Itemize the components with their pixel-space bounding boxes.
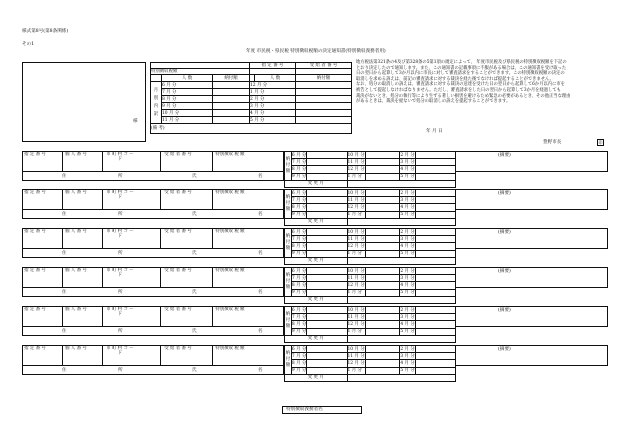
payment-table: 納 付 額 6 月 分 10 月 分 2 月 分 7 月 分 11 月 分 3 月 分 8 月 分 12 月 分 4 月 分 9 月 分 1 月 分 5 月 分 変 更 月 bbox=[284, 306, 456, 343]
record-block bbox=[22, 345, 608, 383]
henko-label: 変 更 月 bbox=[285, 374, 348, 381]
addressee-sama: 様 bbox=[133, 119, 138, 124]
jigyosho-no-label: 指 定 番 号 bbox=[250, 63, 296, 69]
henko-label: 変 更 月 bbox=[285, 335, 348, 342]
memo-box bbox=[456, 189, 608, 210]
shichoson-code-label: 市 町 村 コ ー ド bbox=[106, 190, 134, 200]
nofu-label: 納 付 額 bbox=[285, 268, 292, 297]
jusho-label: 住 bbox=[62, 329, 67, 334]
henko-label: 変 更 月 bbox=[285, 180, 348, 187]
bikou-label: (摘要) bbox=[498, 308, 511, 313]
nofu-label: 納 付 額 bbox=[285, 307, 292, 336]
notice-text: 地方税法第321条の4及び第328条の5第1項の規定によって、 年度市民税及び県民税の特別徴収税額を下記の とおり決定したので通知します。また、この通知書の記載事項に不服がある場合は、この通知書を受け取った 日の翌日から起算して3か月以内に市長に対して審査請求をすることができます。この特別徴収税額の決定の 取消しを求める訴えは、前記の審査請求に対する裁決を経た後でなければ提起することができません。 なお、処分の取消しの訴えは、審査請求に対する裁決の送達を受けた日の翌日から起算して6か月以内に市を 被告として提起しなければなりません。ただし、審査請求をした日の翌日から起算して3か月を経過しても 裁決がないとき、処分の執行等により生ずる著しい損害を避けるため緊急の必要があるとき、その他正当な理由 があるときは、裁決を経ないで処分の取消しの訴えを提起することができます。 bbox=[356, 60, 571, 105]
record-block bbox=[22, 151, 608, 189]
shitei-bango-label: 指 定 番 号 bbox=[24, 229, 46, 234]
bikou-label: (摘要) bbox=[498, 230, 511, 235]
jukyusha-bango-label: 受 給 者 番 号 bbox=[164, 307, 192, 312]
kojin-bango-label: 個 人 番 号 bbox=[65, 190, 87, 195]
col-tax-right: 納付額 bbox=[296, 75, 352, 82]
jusho-label: 住 bbox=[62, 212, 67, 217]
payment-table: 納 付 額 6 月 分 10 月 分 2 月 分 7 月 分 11 月 分 3 月 分 8 月 分 12 月 分 4 月 分 9 月 分 1 月 分 5 月 分 変 更 月 bbox=[284, 151, 456, 188]
jukyusha-no-label: 受 給 者 番 号 bbox=[296, 63, 352, 69]
kojin-bango-label: 個 人 番 号 bbox=[65, 268, 87, 273]
summary-table bbox=[150, 62, 352, 134]
sho-label: 所 bbox=[118, 329, 123, 334]
month-row: 7 月 分 bbox=[162, 89, 213, 96]
jusho-label: 住 bbox=[62, 251, 67, 256]
tokucho-zeigaku-label: 特別徴収 税 額 bbox=[215, 346, 245, 351]
sho-label: 所 bbox=[118, 368, 123, 373]
addressee-box bbox=[22, 62, 146, 142]
month-row: 2 月 分 bbox=[250, 96, 296, 103]
shi-label: 氏 bbox=[192, 251, 197, 256]
bikou-label: (摘要) bbox=[498, 191, 511, 196]
nofu-label: 納 付 額 bbox=[285, 190, 292, 219]
record-block bbox=[22, 306, 608, 344]
memo-box bbox=[456, 267, 608, 288]
shitei-bango-label: 指 定 番 号 bbox=[24, 268, 46, 273]
col-tax-left: 納付額 bbox=[213, 75, 250, 82]
month-row: 1 月 分 bbox=[250, 89, 296, 96]
month-row: 11 月 分 bbox=[162, 117, 213, 124]
shi-label: 氏 bbox=[192, 329, 197, 334]
shi-label: 氏 bbox=[192, 174, 197, 179]
henko-label: 変 更 月 bbox=[285, 296, 348, 303]
mei-label: 名 bbox=[258, 329, 263, 334]
mei-label: 名 bbox=[258, 368, 263, 373]
jukyusha-bango-label: 受 給 者 番 号 bbox=[164, 346, 192, 351]
henko-label: 変 更 月 bbox=[285, 257, 348, 264]
sho-label: 所 bbox=[118, 290, 123, 295]
shi-label: 氏 bbox=[192, 212, 197, 217]
col-people-right: 人 数 bbox=[255, 75, 296, 82]
mayor-label: 豊野市長 bbox=[543, 140, 562, 145]
remarks-cell: (備 考) bbox=[151, 124, 352, 134]
sho-label: 所 bbox=[118, 251, 123, 256]
memo-box bbox=[456, 345, 608, 366]
tokucho-zeigaku-label: 特別徴収 税 額 bbox=[215, 190, 245, 195]
jusho-label: 住 bbox=[62, 174, 67, 179]
memo-box bbox=[456, 151, 608, 172]
nofu-label: 納 付 額 bbox=[285, 229, 292, 258]
jukyusha-bango-label: 受 給 者 番 号 bbox=[164, 268, 192, 273]
tokucho-zeigaku-label: 特別徴収 税 額 bbox=[215, 229, 245, 234]
monthly-side-label: 月 別 内 訳 bbox=[151, 82, 162, 124]
jukyusha-bango-label: 受 給 者 番 号 bbox=[164, 190, 192, 195]
record-block bbox=[22, 267, 608, 305]
kojin-bango-label: 個 人 番 号 bbox=[65, 307, 87, 312]
notice-title: 年度 市民税・県民税 特別徴収税額の決定通知書(特別徴収義務者用) bbox=[246, 49, 386, 54]
shitei-bango-label: 指 定 番 号 bbox=[24, 152, 46, 157]
month-row: 9 月 分 bbox=[162, 103, 213, 110]
month-row: 8 月 分 bbox=[162, 96, 213, 103]
jusho-label: 住 bbox=[62, 368, 67, 373]
payment-table: 納 付 額 6 月 分 10 月 分 2 月 分 7 月 分 11 月 分 3 月 分 8 月 分 12 月 分 4 月 分 9 月 分 1 月 分 5 月 分 変 更 月 bbox=[284, 228, 456, 265]
tokucho-zeigaku-label: 特別徴収 税 額 bbox=[215, 268, 245, 273]
mei-label: 名 bbox=[258, 251, 263, 256]
jukyusha-bango-label: 受 給 者 番 号 bbox=[164, 152, 192, 157]
shichoson-code-label: 市 町 村 コ ー ド bbox=[106, 229, 134, 239]
jukyusha-bango-label: 受 給 者 番 号 bbox=[164, 229, 192, 234]
col-people-left: 人 数 bbox=[162, 75, 213, 82]
shichoson-code-label: 市 町 村 コ ー ド bbox=[106, 268, 134, 278]
bikou-label: (摘要) bbox=[498, 153, 511, 158]
memo-box bbox=[456, 306, 608, 327]
month-row: 6 月 分 bbox=[162, 82, 213, 89]
sono-label: その1 bbox=[22, 42, 35, 47]
record-block bbox=[22, 189, 608, 227]
shitei-bango-label: 指 定 番 号 bbox=[24, 307, 46, 312]
memo-box bbox=[456, 228, 608, 249]
shi-label: 氏 bbox=[192, 368, 197, 373]
shi-label: 氏 bbox=[192, 290, 197, 295]
kojin-bango-label: 個 人 番 号 bbox=[65, 346, 87, 351]
shichoson-code-label: 市 町 村 コ ー ド bbox=[106, 152, 134, 162]
month-row: 5 月 分 bbox=[250, 117, 296, 124]
form-id: 様式第8号(第8条関係) bbox=[22, 29, 69, 34]
mei-label: 名 bbox=[258, 174, 263, 179]
month-row: 12 月 分 bbox=[250, 82, 296, 89]
payment-table: 納 付 額 6 月 分 10 月 分 2 月 分 7 月 分 11 月 分 3 月 分 8 月 分 12 月 分 4 月 分 9 月 分 1 月 分 5 月 分 変 更 月 bbox=[284, 189, 456, 226]
kojin-bango-label: 個 人 番 号 bbox=[65, 229, 87, 234]
footer-label: 特別徴収義務者名 bbox=[286, 407, 323, 412]
mei-label: 名 bbox=[258, 212, 263, 217]
kojin-bango-label: 個 人 番 号 bbox=[65, 152, 87, 157]
seal-stamp: 印 bbox=[598, 140, 603, 145]
summary-header: 特別徴収税額 bbox=[151, 69, 250, 75]
sho-label: 所 bbox=[118, 174, 123, 179]
henko-label: 変 更 月 bbox=[285, 218, 348, 225]
notice-date: 年 月 日 bbox=[426, 129, 443, 134]
month-row: 3 月 分 bbox=[250, 103, 296, 110]
nofu-label: 納 付 額 bbox=[285, 346, 292, 375]
month-row: 10 月 分 bbox=[162, 110, 213, 117]
bikou-label: (摘要) bbox=[498, 269, 511, 274]
sho-label: 所 bbox=[118, 212, 123, 217]
jusho-label: 住 bbox=[62, 290, 67, 295]
shitei-bango-label: 指 定 番 号 bbox=[24, 190, 46, 195]
payment-table: 納 付 額 6 月 分 10 月 分 2 月 分 7 月 分 11 月 分 3 月 分 8 月 分 12 月 分 4 月 分 9 月 分 1 月 分 5 月 分 変 更 月 bbox=[284, 267, 456, 304]
record-block bbox=[22, 228, 608, 266]
bikou-label: (摘要) bbox=[498, 347, 511, 352]
tokucho-zeigaku-label: 特別徴収 税 額 bbox=[215, 307, 245, 312]
mei-label: 名 bbox=[258, 290, 263, 295]
payment-table: 納 付 額 6 月 分 10 月 分 2 月 分 7 月 分 11 月 分 3 月 分 8 月 分 12 月 分 4 月 分 9 月 分 1 月 分 5 月 分 変 更 月 bbox=[284, 345, 456, 382]
nofu-label: 納 付 額 bbox=[285, 152, 292, 181]
tokucho-zeigaku-label: 特別徴収 税 額 bbox=[215, 152, 245, 157]
month-row: 4 月 分 bbox=[250, 110, 296, 117]
shichoson-code-label: 市 町 村 コ ー ド bbox=[106, 307, 134, 317]
shitei-bango-label: 指 定 番 号 bbox=[24, 346, 46, 351]
shichoson-code-label: 市 町 村 コ ー ド bbox=[106, 346, 134, 356]
